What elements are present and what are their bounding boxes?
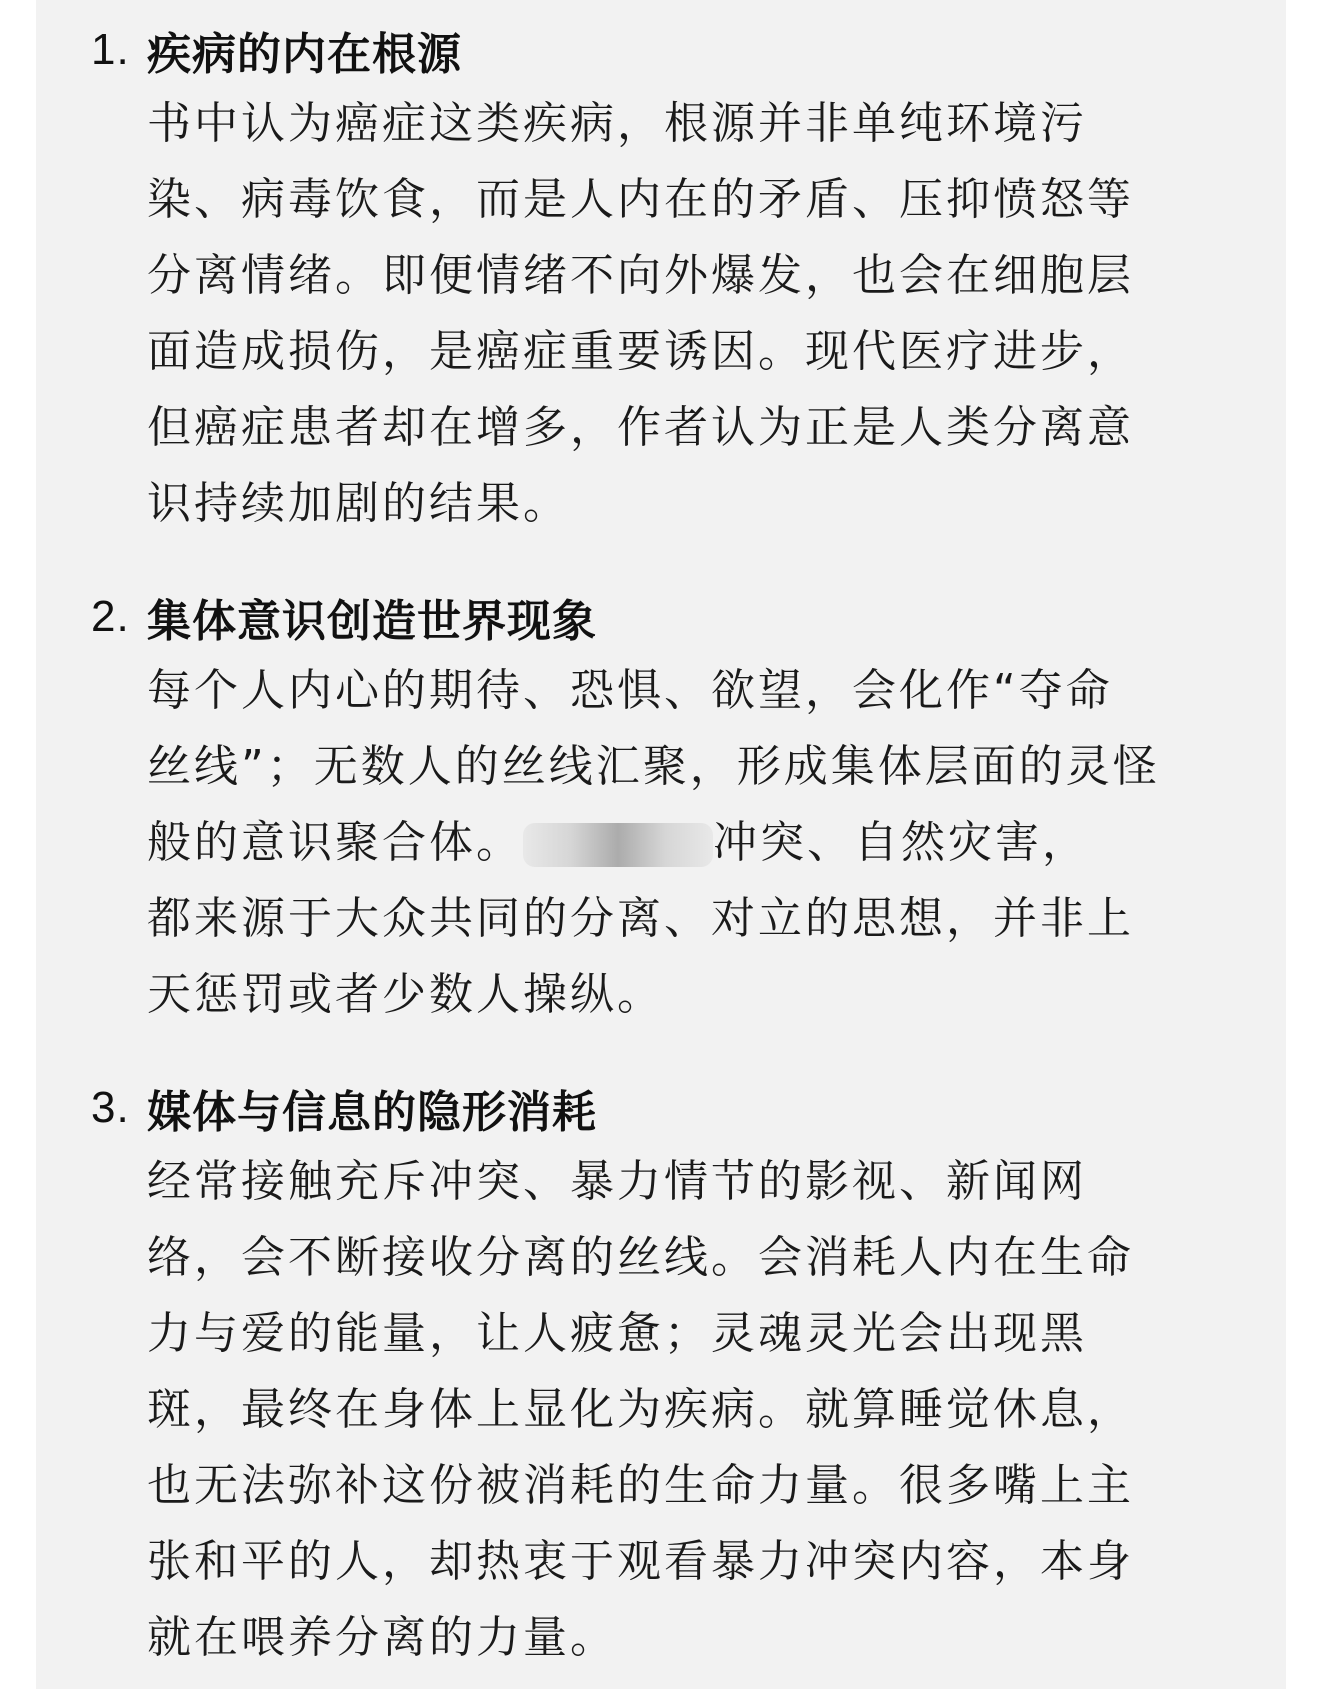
section-heading (91, 14, 1271, 86)
body-line: 每个人内心的期待、恐惧、欲望，会化作“夺命 (147, 665, 1113, 716)
body-line: 就在喂养分离的力量。 (147, 1612, 617, 1663)
body-line: 分离情绪。即便情绪不向外爆发，也会在细胞层 (147, 250, 1134, 301)
document-content (91, 14, 1271, 1676)
section-title: 集体意识创造世界现象 (147, 596, 597, 647)
section-number: 2. (91, 592, 130, 641)
body-line: 力与爱的能量，让人疲惫；灵魂灵光会出现黑 (147, 1308, 1087, 1359)
body-line: 络，会不断接收分离的丝线。会消耗人内在生命 (147, 1232, 1134, 1283)
section-body (147, 653, 1257, 1033)
body-line: 经常接触充斥冲突、暴力情节的影视、新闻网 (147, 1156, 1087, 1207)
section-body (147, 86, 1257, 542)
section-heading (91, 1072, 1271, 1144)
body-line: 染、病毒饮食，而是人内在的矛盾、压抑愤怒等 (147, 174, 1134, 225)
section-heading (91, 581, 1271, 653)
body-line: 识持续加剧的结果。 (147, 478, 570, 529)
body-line: 书中认为癌症这类疾病，根源并非单纯环境污 (147, 98, 1087, 149)
body-line: 都来源于大众共同的分离、对立的思想，并非上 (147, 893, 1134, 944)
body-line-with-redaction (147, 805, 1257, 881)
body-line: 张和平的人，却热衷于观看暴力冲突内容，本身 (147, 1536, 1134, 1587)
section-body (147, 1144, 1257, 1676)
body-line: 但癌症患者却在增多，作者认为正是人类分离意 (147, 402, 1134, 453)
section-title: 疾病的内在根源 (147, 29, 462, 80)
redacted-text-blur (523, 823, 713, 867)
body-line: 天惩罚或者少数人操纵。 (147, 969, 664, 1020)
body-line: 也无法弥补这份被消耗的生命力量。很多嘴上主 (147, 1460, 1134, 1511)
body-line: 丝线”；无数人的丝线汇聚，形成集体层面的灵怪 (147, 741, 1160, 792)
body-text-fragment: 般的意识聚合体。 (147, 817, 523, 868)
section-1 (91, 14, 1271, 542)
body-line: 面造成损伤，是癌症重要诱因。现代医疗进步， (147, 326, 1134, 377)
section-number: 1. (91, 25, 130, 74)
document-card (36, 0, 1286, 1689)
section-3 (91, 1072, 1271, 1676)
body-text-fragment: 冲突、自然灾害， (713, 817, 1089, 868)
section-number: 3. (91, 1083, 130, 1132)
body-line: 斑，最终在身体上显化为疾病。就算睡觉休息， (147, 1384, 1134, 1435)
section-2 (91, 581, 1271, 1033)
section-title: 媒体与信息的隐形消耗 (147, 1087, 597, 1138)
